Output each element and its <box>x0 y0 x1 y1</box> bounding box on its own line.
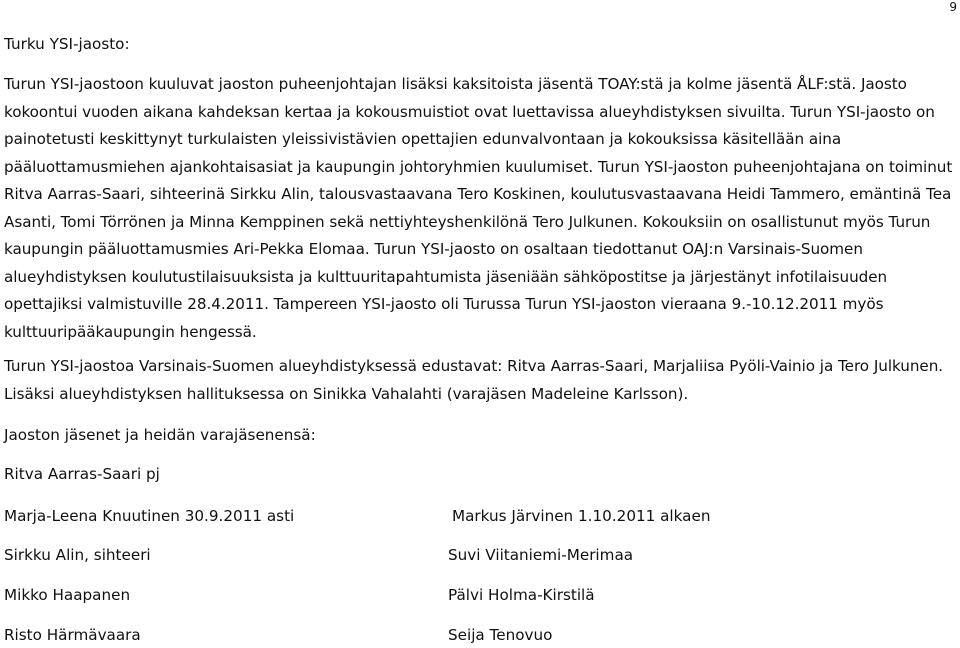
deputy-name: Markus Järvinen 1.10.2011 alkaen <box>452 507 711 525</box>
member-name: Marja-Leena Knuutinen 30.9.2011 asti <box>4 507 295 525</box>
deputy-name: Seija Tenovuo <box>448 626 553 644</box>
deputy-name: Pälvi Holma-Kirstilä <box>448 586 595 604</box>
paragraph-activities: Turun YSI-jaostoon kuuluvat jaoston puheenjohtajan lisäksi kaksitoista jäsentä TOAY:stä ja kolme jäsentä ÅLF:stä. Jaosto kokoontui vuoden aikana kahdeksan kertaa ja kokousmuistiot ovat luettavissa alueyhdistyksen sivuilta. Turun YSI-jaosto on painotetusti keskittynyt turkulaisten yleissivistävien opettajien edunvalvontaan ja kokouksissa käsitellään aina pääluottamusmiehen ajankohtaisasiat ja kaupungin johtoryhmien kuulumiset. Turun YSI-jaoston puheenjohtajana on toiminut Ritva Aarras-Saari, sihteerinä Sirkku Alin, talousvastaavana Tero Koskinen, koulutusvastaavana Heidi Tammero, emäntinä Tea Asanti, Tomi Törrönen ja Minna Kemppinen sekä nettiyhteyshenkilönä Tero Julkunen. Kokouksiin on osallistunut myös Turun kaupungin pääluottamusmies Ari-Pekka Elomaa. Turun YSI-jaosto on osaltaan tiedottanut OAJ:n Varsinais-Suomen alueyhdistyksen koulutustilaisuuksista ja kulttuuritapahtumista jäseniään sähköpostitse ja järjestänyt infotilaisuuden opettajiksi valmistuville 28.4.2011. Tampereen YSI-jaosto oli Turussa Turun YSI-jaoston vieraana 9.-10.12.2011 myös kulttuuripääkaupungin hengessä. <box>4 75 953 341</box>
page-number: 9 <box>949 0 957 14</box>
members-heading: Jaoston jäsenet ja heidän varajäsenensä: <box>4 426 316 444</box>
paragraph-representatives: Turun YSI-jaostoa Varsinais-Suomen alueyhdistyksessä edustavat: Ritva Aarras-Saari, Marjaliisa Pyöli-Vainio ja Tero Julkunen. Lisäksi alueyhdistyksen hallituksessa on Sinikka Vahalahti (varajäsen Madeleine Karlsson). <box>4 357 944 403</box>
member-name: Sirkku Alin, sihteeri <box>4 546 151 564</box>
chair-name: Ritva Aarras-Saari pj <box>4 465 160 483</box>
deputy-name: Suvi Viitaniemi-Merimaa <box>448 546 634 564</box>
member-name: Risto Härmävaara <box>4 626 141 644</box>
member-name: Mikko Haapanen <box>4 586 131 604</box>
section-heading: Turku YSI-jaosto: <box>4 35 130 53</box>
